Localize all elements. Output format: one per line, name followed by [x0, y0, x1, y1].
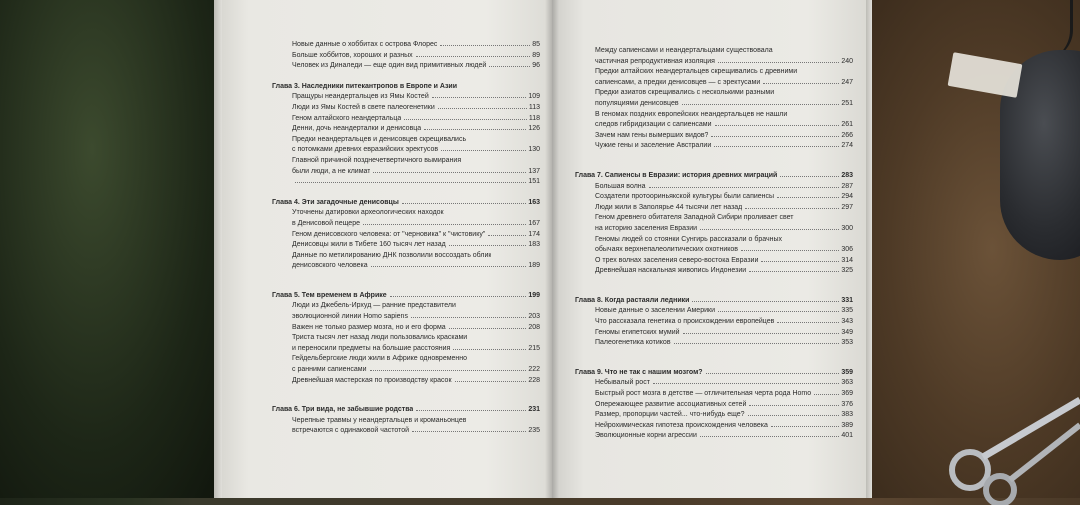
toc-entry-title: Пращуры неандертальцев из Ямы Костей: [292, 93, 429, 101]
background-left-fabric: [0, 0, 230, 498]
toc-entry-line: [575, 46, 853, 57]
toc-entry-line: [272, 40, 540, 51]
toc-page-number: 247: [841, 78, 853, 86]
toc-entry-line: [272, 135, 540, 146]
toc-page-number: 199: [528, 291, 540, 299]
toc-leader-dots: [371, 266, 527, 267]
toc-entry-line: [272, 177, 540, 188]
toc-spacer: [272, 386, 540, 395]
toc-leader-dots: [748, 415, 840, 416]
toc-leader-dots: [700, 229, 839, 230]
toc-chapter-line: [272, 82, 540, 93]
toc-page-number: 109: [528, 93, 540, 101]
toc-entry-title: Зачем нам гены вымерших видов?: [595, 131, 709, 139]
toc-page-number: 240: [841, 57, 853, 65]
toc-page-number: 163: [528, 198, 540, 206]
toc-entry-line: [575, 57, 853, 68]
toc-entry-title: эволюционной линии Homo sapiens: [292, 313, 408, 321]
toc-entry-line: [575, 421, 853, 432]
book-edge-left: [214, 0, 222, 498]
toc-entry-line: [272, 103, 540, 114]
toc-entry-title: Глава 5. Тем временем в Африке: [272, 291, 387, 299]
toc-leader-dots: [455, 381, 527, 382]
toc-leader-dots: [763, 83, 839, 84]
toc-entry-title: с потомками древних евразийских эректусов: [292, 146, 439, 154]
toc-page-number: 130: [528, 146, 540, 154]
toc-entry-title: Предки азиатов скрещивались с несколькими разными: [595, 89, 775, 97]
toc-page-number: 261: [841, 121, 853, 129]
toc-leader-dots: [449, 328, 527, 329]
toc-entry-line: [575, 400, 853, 411]
toc-leader-dots: [370, 370, 527, 371]
toc-leader-dots: [706, 373, 840, 374]
toc-page-number: 287: [841, 182, 853, 190]
toc-page-number: 137: [528, 167, 540, 175]
toc-leader-dots: [777, 322, 839, 323]
toc-entry-title: Что рассказала генетика о происхождении европейцев: [595, 318, 775, 326]
toc-page-number: 151: [528, 178, 540, 186]
toc-page-number: 294: [841, 193, 853, 201]
toc-entry-title: Предки алтайских неандертальцев скрещивались с древними: [595, 68, 798, 76]
toc-entry-title: встречаются с одинаковой частотой: [292, 427, 410, 435]
toc-entry-title: Данные по метилированию ДНК позволили воссоздать облик: [292, 251, 492, 259]
toc-entry-title: частичная репродуктивная изоляция: [595, 57, 715, 65]
toc-entry-line: [272, 251, 540, 262]
book-gutter: [545, 0, 559, 498]
toc-entry-line: [575, 389, 853, 400]
toc-leader-dots: [489, 66, 530, 67]
toc-entry-line: [272, 51, 540, 62]
toc-entry-title: Чужие гены и заселение Австралии: [595, 142, 712, 150]
toc-page-number: 113: [528, 103, 540, 111]
toc-entry-line: [575, 256, 853, 267]
toc-entry-title: Нейрохимическая гипотеза происхождения человека: [595, 421, 768, 429]
toc-entry-line: [575, 131, 853, 142]
toc-leader-dots: [777, 197, 839, 198]
toc-page-number: 215: [528, 344, 540, 352]
toc-entry-title: Древнейшая наскальная живопись Индонезии: [595, 267, 747, 275]
toc-entry-line: [272, 167, 540, 178]
toc-entry-line: [575, 99, 853, 110]
toc-leader-dots: [440, 45, 530, 46]
toc-entry-line: [272, 92, 540, 103]
scissors: [945, 395, 1080, 505]
toc-entry-title: следов гибридизации с сапиенсами: [595, 121, 712, 129]
toc-page-number: 283: [841, 171, 853, 179]
toc-leader-dots: [390, 296, 527, 297]
toc-leader-dots: [416, 410, 526, 411]
toc-entry-title: и переносили предметы на большие расстояния: [292, 344, 451, 352]
toc-page-number: 189: [528, 262, 540, 270]
toc-leader-dots: [453, 349, 526, 350]
toc-entry-title: Опережающее развитие ассоциативных сетей: [595, 400, 747, 408]
toc-page-number: 235: [528, 427, 540, 435]
toc-entry-line: [272, 354, 540, 365]
toc-leader-dots: [714, 146, 839, 147]
toc-page-number: 331: [841, 296, 853, 304]
toc-leader-dots: [761, 261, 839, 262]
toc-page-number: 167: [528, 219, 540, 227]
toc-chapter-line: [575, 368, 853, 379]
toc-entry-line: [575, 120, 853, 131]
toc-entry-line: [272, 145, 540, 156]
toc-entry-line: [272, 312, 540, 323]
toc-entry-title: Уточнены датировки археологических находок: [292, 209, 444, 217]
toc-page-number: 96: [532, 62, 540, 70]
toc-leader-dots: [488, 235, 526, 236]
toc-entry-line: [272, 376, 540, 387]
toc-spacer: [575, 277, 853, 286]
toc-chapter-line: [272, 291, 540, 302]
toc-entry-title: Глава 7. Сапиенсы в Евразии: история древних миграций: [575, 171, 778, 179]
toc-leader-dots: [718, 62, 839, 63]
toc-entry-line: [272, 219, 540, 230]
toc-page-number: 208: [528, 323, 540, 331]
toc-entry-title: Гейдельбергские люди жили в Африке одновременно: [292, 355, 468, 363]
toc-entry-title: Быстрый рост мозга в детстве — отличительная черта рода Homo: [595, 390, 812, 398]
toc-entry-line: [272, 230, 540, 241]
toc-entry-title: сапиенсами, а предки денисовцев — с эректусами: [595, 78, 761, 86]
toc-entry-line: [575, 431, 853, 442]
toc-entry-line: [575, 338, 853, 349]
toc-entry-title: Геномы людей со стоянки Сунгирь рассказали о брачных: [595, 235, 783, 243]
toc-leader-dots: [814, 394, 839, 395]
toc-entry-line: [272, 416, 540, 427]
toc-entry-title: Геном алтайского неандертальца: [292, 114, 402, 122]
toc-entry-line: [272, 301, 540, 312]
toc-entry-title: Денисовцы жили в Тибете 160 тысяч лет назад: [292, 241, 446, 249]
toc-entry-line: [575, 306, 853, 317]
toc-entry-line: [575, 235, 853, 246]
toc-entry-title: Большая волна: [595, 182, 646, 190]
toc-leader-dots: [441, 150, 526, 151]
toc-leader-dots: [683, 333, 840, 334]
toc-entry-title: с ранними сапиенсами: [292, 366, 367, 374]
toc-leader-dots: [295, 182, 526, 183]
toc-entry-line: [575, 317, 853, 328]
toc-leader-dots: [424, 129, 526, 130]
toc-page-number: 251: [841, 99, 853, 107]
toc-entry-line: [272, 261, 540, 272]
toc-page-number: 401: [841, 432, 853, 440]
toc-page-number: 363: [841, 379, 853, 387]
toc-entry-title: Геном денисовского человека: от "черновика" к "чистовику": [292, 230, 486, 238]
toc-page-number: 343: [841, 318, 853, 326]
toc-leader-dots: [449, 245, 527, 246]
toc-entry-title: Триста тысяч лет назад люди пользовались красками: [292, 334, 468, 342]
toc-entry-line: [575, 67, 853, 78]
toc-page-number: 231: [528, 406, 540, 414]
toc-entry-title: В геномах поздних европейских неандертальцев не нашли: [595, 110, 788, 118]
toc-leader-dots: [416, 56, 531, 57]
toc-entry-title: Эволюционные корни агрессии: [595, 432, 697, 440]
toc-chapter-line: [272, 405, 540, 416]
toc-leader-dots: [718, 311, 839, 312]
toc-entry-line: [272, 323, 540, 334]
toc-entry-line: [272, 208, 540, 219]
toc-entry-title: Человек из Диналеди — еще один вид примитивных людей: [292, 62, 487, 70]
toc-leader-dots: [741, 250, 839, 251]
toc-entry-line: [272, 426, 540, 437]
toc-page-number: 126: [528, 125, 540, 133]
toc-page-number: 118: [528, 114, 540, 122]
toc-page-number: 274: [841, 142, 853, 150]
toc-chapter-line: [575, 296, 853, 307]
toc-entry-title: популяциями денисовцев: [595, 99, 679, 107]
toc-entry-title: Важен не только размер мозга, но и его форма: [292, 323, 446, 331]
toc-page-number: 85: [532, 41, 540, 48]
toc-entry-title: Создатели протоориньякской культуры были сапиенсы: [595, 193, 775, 201]
toc-entry-line: [575, 192, 853, 203]
toc-entry-line: [272, 365, 540, 376]
toc-entry-line: [272, 344, 540, 355]
toc-entry-line: [272, 240, 540, 251]
toc-entry-title: Размер, пропорции частей... что-нибудь еще?: [595, 411, 745, 419]
toc-leader-dots: [674, 343, 840, 344]
toc-leader-dots: [649, 187, 840, 188]
toc-spacer: [575, 152, 853, 161]
toc-page-number: 349: [841, 328, 853, 336]
toc-entry-title: Новые данные о заселении Америки: [595, 307, 715, 315]
toc-entry-line: [575, 182, 853, 193]
toc-leader-dots: [653, 383, 839, 384]
toc-entry-title: Небывалый рост: [595, 379, 650, 387]
toc-page-number: 300: [841, 224, 853, 232]
toc-entry-line: [272, 114, 540, 125]
toc-leader-dots: [412, 431, 526, 432]
toc-page-number: 369: [841, 390, 853, 398]
toc-entry-title: Между сапиенсами и неандертальцами существовала: [595, 47, 773, 54]
toc-entry-line: [575, 141, 853, 152]
toc-entry-title: Глава 8. Когда растаяли ледники: [575, 296, 690, 304]
toc-entry-title: на историю заселения Евразии: [595, 224, 698, 232]
toc-entry-line: [575, 78, 853, 89]
toc-entry-title: Глава 9. Что не так с нашим мозгом?: [575, 368, 703, 376]
toc-page-number: 266: [841, 131, 853, 139]
toc-page-number: 335: [841, 307, 853, 315]
toc-entry-title: Люди из Ямы Костей в свете палеогенетики: [292, 103, 435, 111]
toc-page-number: 389: [841, 421, 853, 429]
toc-entry-line: [272, 61, 540, 72]
toc-page-number: 297: [841, 203, 853, 211]
toc-entry-title: Глава 6. Три вида, не забывшие родства: [272, 406, 414, 414]
toc-leader-dots: [711, 136, 839, 137]
toc-leader-dots: [749, 405, 839, 406]
toc-leader-dots: [771, 426, 839, 427]
toc-left: [272, 40, 540, 437]
toc-leader-dots: [404, 119, 527, 120]
toc-entry-title: О трех волнах заселения северо-востока Евразии: [595, 256, 759, 264]
toc-leader-dots: [715, 125, 840, 126]
toc-entry-line: [575, 88, 853, 99]
toc-spacer: [575, 349, 853, 358]
toc-entry-line: [575, 410, 853, 421]
toc-entry-title: Глава 3. Наследники питекантропов в Европе и Азии: [272, 82, 458, 90]
toc-entry-line: [575, 266, 853, 277]
toc-page-number: 222: [528, 366, 540, 374]
toc-right: [575, 46, 853, 442]
toc-entry-title: Древнейшая мастерская по производству красок: [292, 376, 452, 384]
toc-entry-title: Новые данные о хоббитах с острова Флорес: [292, 41, 438, 48]
toc-chapter-line: [575, 171, 853, 182]
toc-entry-line: [575, 245, 853, 256]
toc-chapter-line: [272, 198, 540, 209]
toc-leader-dots: [402, 203, 527, 204]
toc-page-number: 325: [841, 267, 853, 275]
toc-entry-line: [575, 213, 853, 224]
toc-page-number: 359: [841, 368, 853, 376]
toc-entry-line: [575, 203, 853, 214]
toc-entry-title: Черепные травмы у неандертальцев и кроманьонцев: [292, 416, 467, 424]
toc-entry-line: [575, 378, 853, 389]
toc-entry-line: [575, 110, 853, 121]
toc-entry-title: обычаях верхнепалеолитических охотников: [595, 246, 738, 254]
toc-leader-dots: [682, 104, 840, 105]
toc-entry-title: Глава 4. Эти загадочные денисовцы: [272, 198, 399, 206]
toc-leader-dots: [749, 271, 839, 272]
toc-page-number: 228: [528, 376, 540, 384]
toc-page-number: 174: [528, 230, 540, 238]
toc-entry-title: были люди, а не климат: [292, 167, 371, 175]
toc-page-number: 353: [841, 339, 853, 347]
toc-spacer: [272, 272, 540, 281]
toc-leader-dots: [780, 176, 839, 177]
toc-page-number: 376: [841, 400, 853, 408]
toc-leader-dots: [692, 301, 839, 302]
toc-leader-dots: [363, 224, 526, 225]
toc-leader-dots: [438, 108, 527, 109]
toc-entry-title: Денни, дочь неандерталки и денисовца: [292, 125, 422, 133]
toc-entry-title: Больше хоббитов, хороших и разных: [292, 51, 413, 59]
toc-entry-line: [575, 328, 853, 339]
toc-page-number: 203: [528, 313, 540, 321]
toc-page-number: 383: [841, 411, 853, 419]
toc-entry-title: Главной причиной позднечетвертичного вымирания: [292, 156, 462, 164]
toc-leader-dots: [745, 208, 839, 209]
toc-leader-dots: [432, 97, 527, 98]
toc-entry-title: Люди из Джебель-Ирхуд — ранние представители: [292, 302, 456, 310]
toc-entry-line: [575, 224, 853, 235]
toc-entry-line: [272, 124, 540, 135]
toc-entry-title: в Денисовой пещере: [292, 219, 360, 227]
toc-leader-dots: [411, 317, 526, 318]
toc-entry-title: денисовского человека: [292, 262, 368, 270]
toc-page-number: 314: [841, 256, 853, 264]
book-edge-right: [866, 0, 872, 498]
toc-entry-title: Предки неандертальцев и денисовцев скрещивались: [292, 135, 467, 143]
toc-leader-dots: [700, 436, 839, 437]
toc-page-number: 89: [532, 51, 540, 59]
toc-entry-line: [272, 333, 540, 344]
toc-page-number: 183: [528, 241, 540, 249]
toc-entry-title: Люди жили в Заполярье 44 тысячи лет назад: [595, 203, 743, 211]
toc-entry-title: Геномы египетских мумий: [595, 328, 680, 336]
toc-leader-dots: [373, 172, 526, 173]
toc-entry-title: Геном древнего обитателя Западной Сибири проливает свет: [595, 214, 794, 222]
toc-entry-line: [272, 156, 540, 167]
toc-page-number: 306: [841, 246, 853, 254]
toc-entry-title: Палеогенетика котиков: [595, 339, 671, 347]
